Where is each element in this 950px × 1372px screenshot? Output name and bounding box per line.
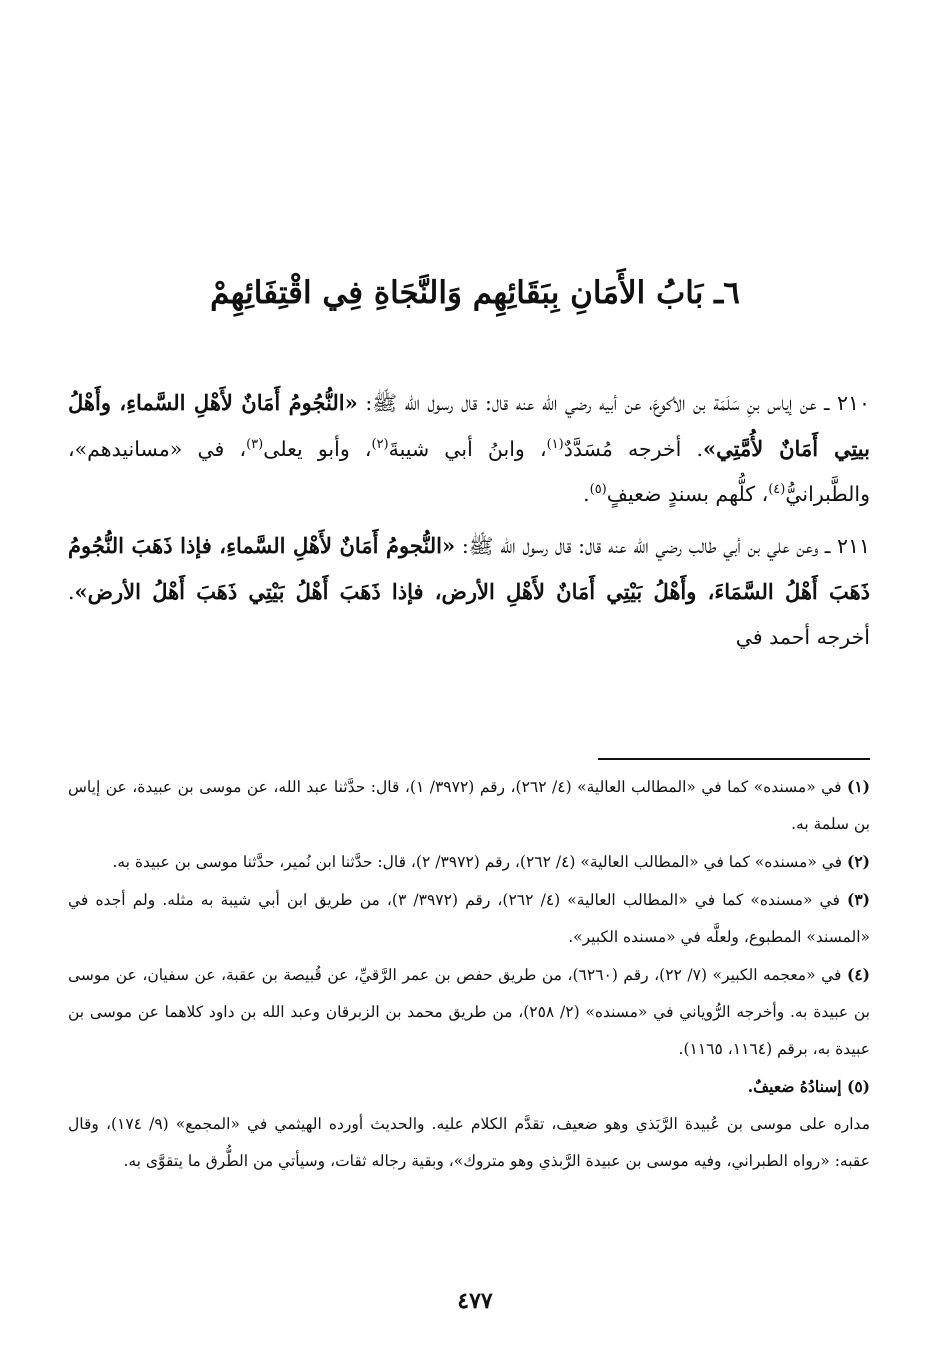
footnote-5-heading (68, 1068, 870, 1106)
hadith-210-text: ، كلُّهم بسندٍ ضعيفٍ (606, 482, 769, 506)
chapter-title: ٦ـ بَابُ الأَمَانِ بِبَقَائِهِم وَالنَّجَاةِ فِي اقْتِفَائِهِمْ (210, 274, 740, 311)
hadith-210-quote: «النُّجُومُ أَمَانٌ لأَهْلِ السَّماءِ، وأَهْلُ بيتِي أَمَانٌ لأُمَّتِي» (68, 390, 870, 461)
footnote-ref-2: (٢) (371, 437, 389, 453)
footnote-text: مداره على موسى بن عُبيدة الرَّبَذي وهو ضعيف، تقدَّم الكلام عليه. والحديث أورده الهيثمي في «المجمع» (٩/ ١٧٤)، وقال عقبه: «رواه الطبراني، وفيه موسى بن عبيدة الرَّبذي وهو متروك»، وبقية رجاله ثقات، وسيأتي من الطُّرق ما يتقوَّى به. (68, 1115, 870, 1170)
footnote-divider (598, 758, 870, 760)
hadith-211 (68, 523, 870, 660)
hadith-211-text: . أخرجه أحمد في (68, 580, 870, 649)
footnote-number: (١) (846, 777, 870, 796)
main-text (68, 380, 870, 660)
hadith-210-text: ، وأبو يعلى (263, 437, 372, 461)
hadith-211-quote: «النُّجومُ أَمَانٌ لأَهْلِ السَّماءِ، فإذا ذَهَبَ النُّجُومُ ذَهَبَ أَهْلُ السَّمَاءَ، وأَهْلُ بَيْتِي أَمَانٌ لأَهْلِ الأرض، فإذا ذَهَبَ أَهْلُ بَيْتِي ذَهَبَ أَهْلُ الأرض» (68, 533, 870, 604)
footnote-text: في «مسنده» كما في «المطالب العالية» (٤/ ٢٦٢)، رقم (٣٩٧٢/ ١)، قال: حدَّثنا عبد الله، عن موسى بن عبيدة، عن إياس بن سلمة به. (68, 778, 870, 833)
hadith-210-text: . أخرجه مُسَدَّدٌ (563, 437, 704, 461)
footnote-text: في «مسنده» كما في «المطالب العالية» (٤/ ٢٦٢)، رقم (٣٩٧٢/ ٣)، من طريق ابن أبي شيبة به مثله. ولم أجده في «المسند» المطبوع، ولعلَّه في «مسنده الكبير». (68, 891, 870, 946)
footnote-text: في «معجمه الكبير» (٧/ ٢٢)، رقم (٦٢٦٠)، من طريق حفص بن عمر الرَّقيِّ، عن قُبيصة بن عقبة، عن سفيان، عن موسى بن عبيدة به. وأخرجه الرُّوياني في «مسنده» (٢/ ٢٥٨)، من طريق محمد بن الزبرقان وعبد الله بن داود كلاهما عن موسى بن عبيدة به، برقم (١١٦٤، ١١٦٥). (68, 966, 870, 1058)
footnote-ref-4: (٤) (768, 482, 786, 498)
footnote-number: (٥) (846, 1077, 870, 1096)
footnote-2 (68, 843, 870, 881)
footnote-number: (٣) (846, 890, 870, 909)
footnote-4 (68, 956, 870, 1068)
footnotes (68, 768, 870, 1180)
hadith-210 (68, 380, 870, 517)
hadith-210-text: ، وابنُ أبي شيبةَ (388, 437, 547, 461)
hadith-210-intro: ٢١٠ ــ عن إياس بنِ سَلَمَة بن الأكوعَ، عن أبيه رضي الله عنه قال: قال رسول الله ﷺ: (357, 391, 870, 415)
hadith-211-intro: ٢١١ ــ وعن علي بن أبي طالب رضي الله عنه قال: قال رسول الله ﷺ: (455, 534, 870, 558)
footnote-verdict: إسنادُهُ ضعيفٌ. (747, 1077, 847, 1096)
footnote-text: في «مسنده» كما في «المطالب العالية» (٤/ ٢٦٢)، رقم (٣٩٧٢/ ٢)، قال: حدَّثنا ابن نُمير، حدَّثنا موسى بن عبيدة به. (112, 853, 847, 871)
hadith-210-text: ، في «مسانيدهم»، والطَّبرانيُّ (68, 437, 870, 506)
footnote-1 (68, 768, 870, 843)
footnote-3 (68, 881, 870, 956)
footnote-ref-1: (١) (546, 437, 564, 453)
footnote-ref-3: (٣) (246, 437, 264, 453)
page-number: ٤٧٧ (457, 1288, 493, 1314)
footnote-5 (68, 1106, 870, 1180)
hadith-210-text: . (583, 482, 590, 506)
footnote-number: (٤) (846, 965, 870, 984)
footnote-ref-5: (٥) (589, 482, 607, 498)
footnote-number: (٢) (846, 852, 870, 871)
